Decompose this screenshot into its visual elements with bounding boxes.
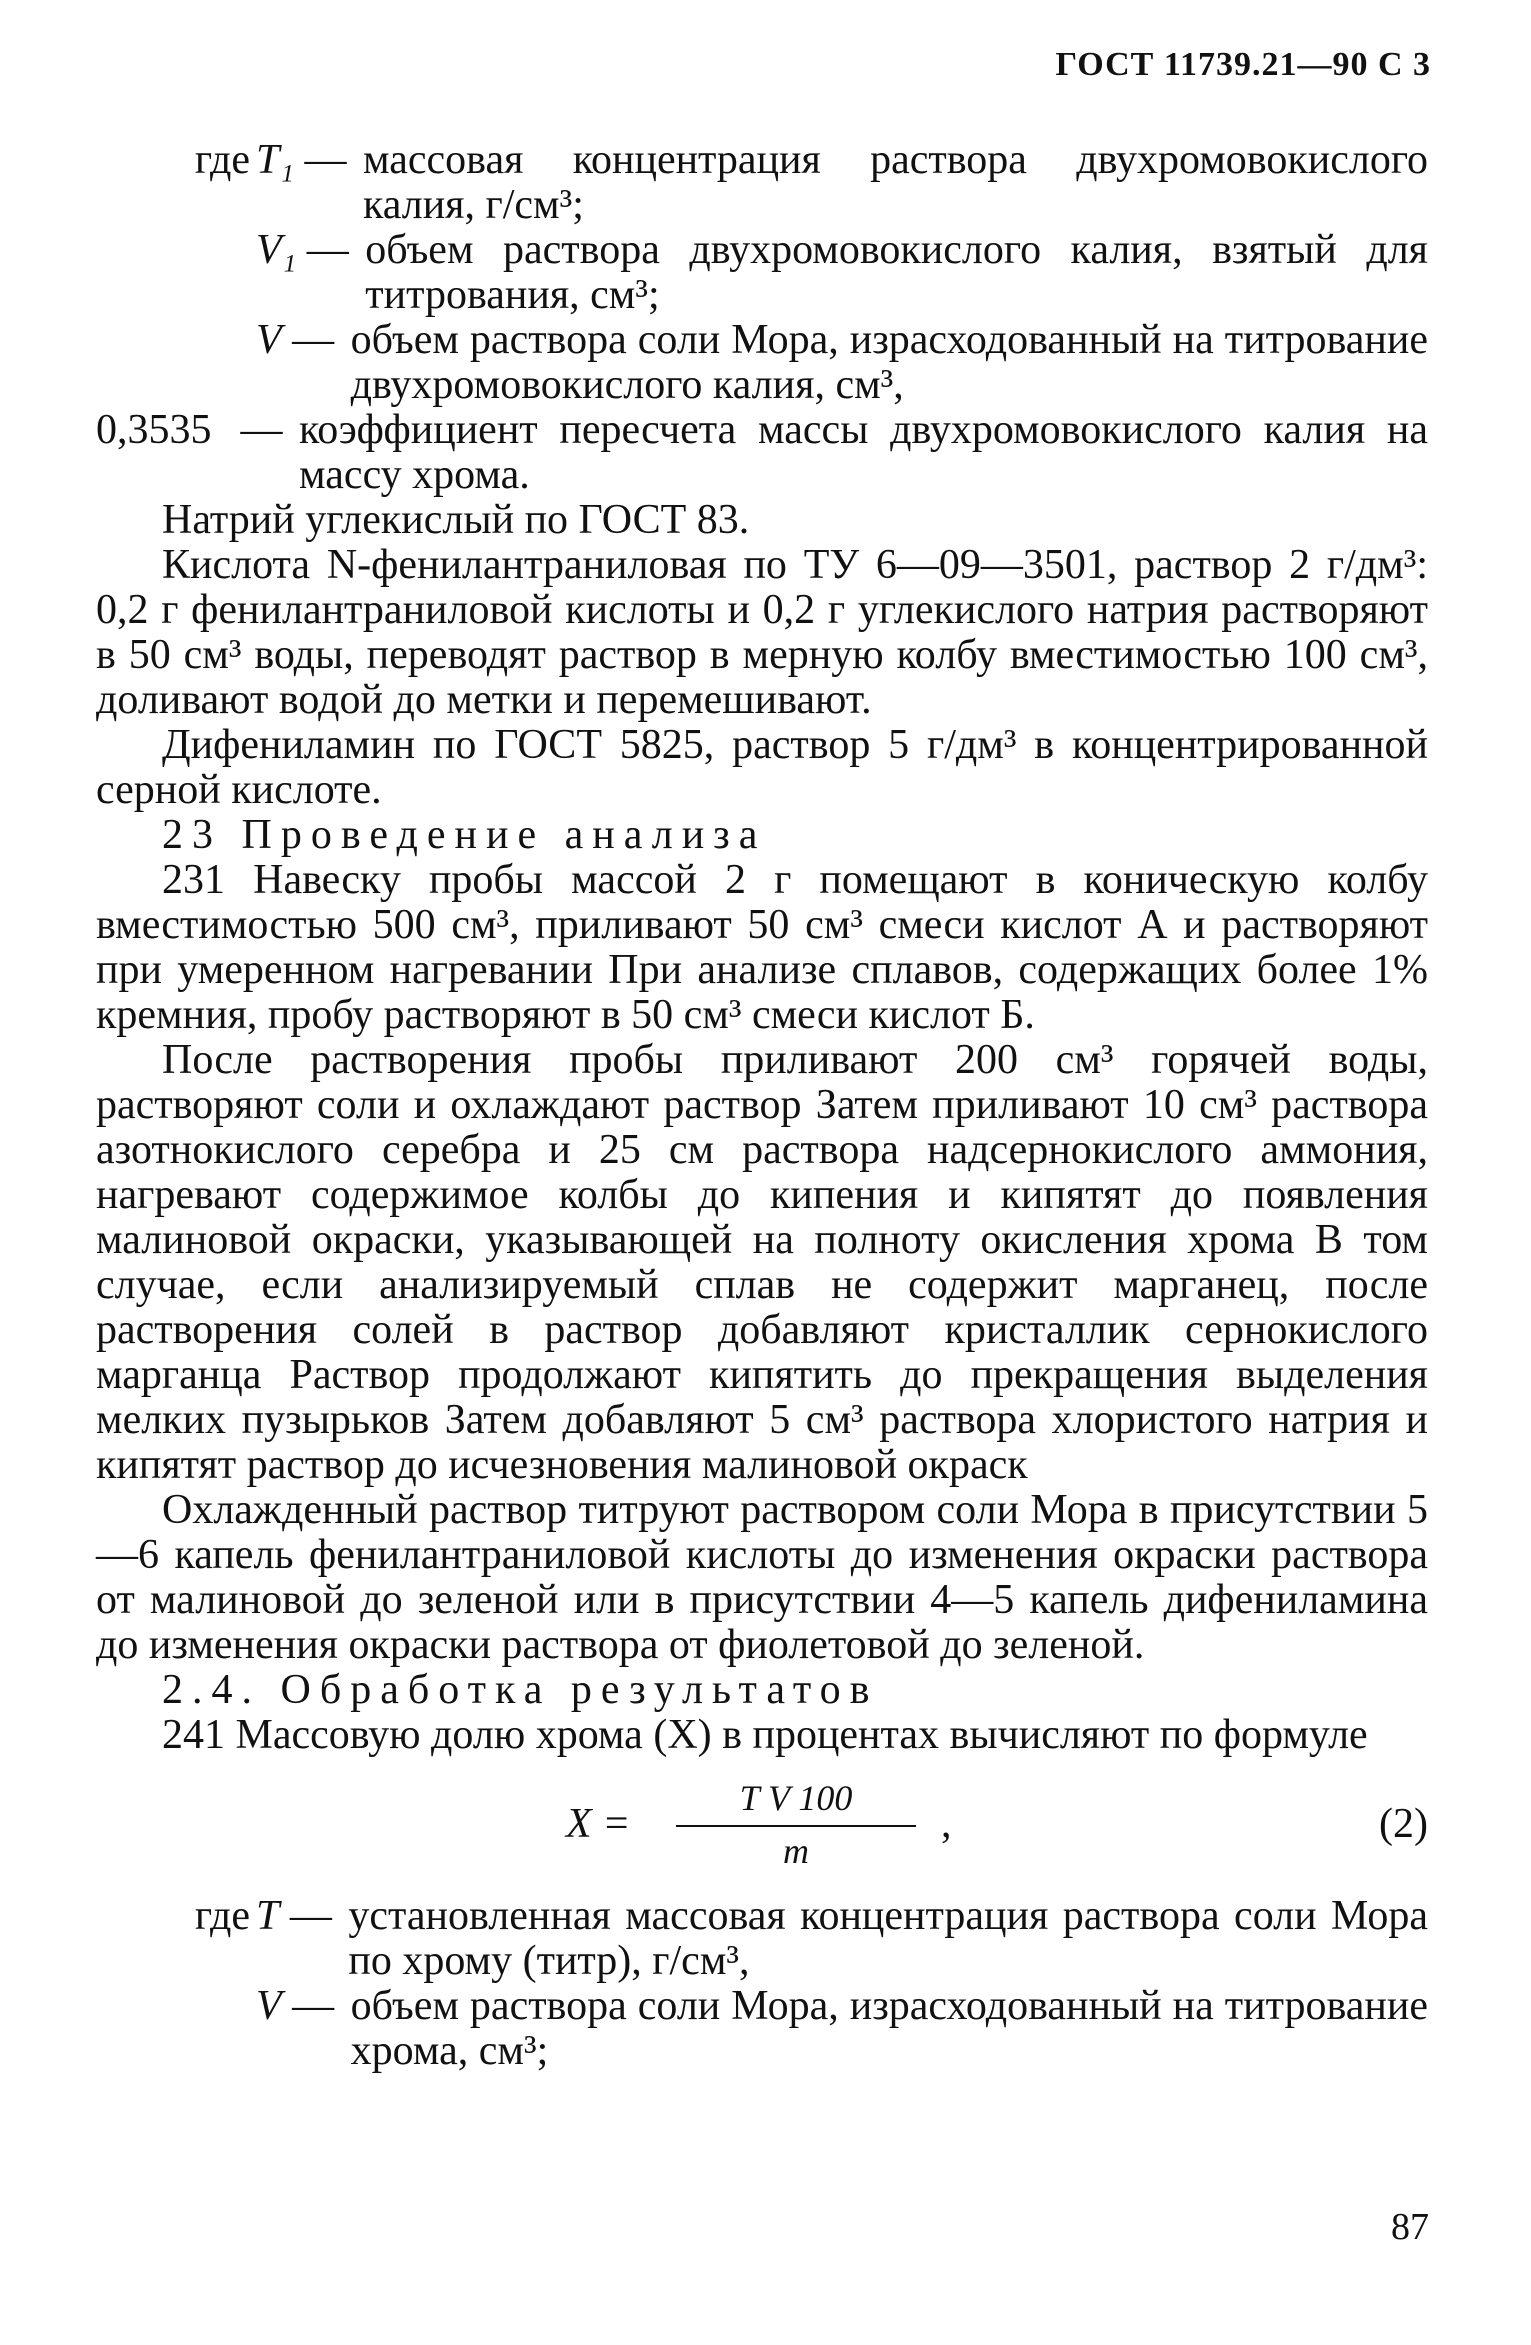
definition-symbol: T₁ (256, 137, 294, 183)
definition-row (96, 318, 1428, 408)
paragraph-231: 231 Навеску пробы массой 2 г помещают в коническую колбу вместимостью 500 см³, приливают 50 см³ смеси кислот А и растворяют при умеренном нагревании При анализе сплавов, содержащих более 1% кремния, пробу растворяют в 50 см³ смеси кислот Б. (96, 857, 1428, 1038)
formula-2 (96, 1770, 1428, 1890)
definition-lead (96, 318, 250, 408)
definition-text: установленная массовая концентрация раствора соли Мора по хрому (титр), г/см³, (348, 1893, 1428, 1984)
definition-lead: 0,3535 (96, 407, 212, 453)
paragraph-titration: Охлажденный раствор титруют раствором соли Мора в присутствии 5—6 капель фенилантраниловой кислоты до изменения окраски раствора от малиновой до зеленой или в присутствии 4—5 капель дифениламина до изменения окраски раствора от фиолетовой до зеленой. (96, 1487, 1428, 1668)
definition-row (96, 408, 1428, 498)
definition-lead: где (194, 137, 250, 183)
definition-row (96, 138, 1428, 228)
definition-dash: — (293, 137, 357, 183)
paragraph-dissolution: После растворения пробы приливают 200 см³ горячей воды, растворяют соли и охлаждают раствор Затем приливают 10 см³ раствора азотнокислого серебра и 25 см раствора надсернокислого аммония, нагревают содержимое колбы до кипения и кипятят до появления малиновой окраски, указывающей на полноту окисления хрома В том случае, если анализируемый сплав не содержит марганец, после растворения солей в раствор добавляют кристаллик сернокислого марганца Раствор продолжают кипятить до прекращения выделения мелких пузырьков Затем добавляют 5 см³ раствора хлористого натрия и кипятят раствор до исчезновения малиновой окраск (96, 1037, 1428, 1488)
definition-lead (96, 228, 250, 318)
definition-symbol: V₁ (256, 227, 297, 273)
section-heading-results: 2.4. Обработка результатов (162, 1667, 879, 1713)
paragraph-phenylanthranilic-acid: Кислота N-фенилантраниловая по ТУ 6—09—3501, раствор 2 г/дм³: 0,2 г фенилантраниловой кислоты и 0,2 г углекислого натрия растворяют в 50 см³ воды, переводят раствор в мерную колбу вместимостью 100 см³, доливают водой до метки и перемешивают. (96, 542, 1428, 723)
formula-lhs: X = (566, 1801, 631, 1847)
definition-dash: — (281, 317, 345, 363)
definition-text: массовая концентрация раствора двухромовокислого калия, г/см³; (362, 137, 1428, 228)
formula-fraction (676, 1776, 916, 1874)
definition-text: объем раствора соли Мора, израсходованный на титрование двухромовокислого калия, см³, (350, 317, 1428, 408)
formula-comma: , (941, 1801, 952, 1847)
definition-dash: — (279, 1893, 343, 1939)
document-body (96, 138, 1428, 2074)
paragraph-sodium-carbonate: Натрий углекислый по ГОСТ 83. (162, 497, 750, 543)
definition-lead (96, 1984, 250, 2074)
page-header: ГОСТ 11739.21—90 С 3 (1055, 46, 1431, 83)
formula-denominator: m (783, 1831, 809, 1871)
formula-number: (2) (1379, 1801, 1428, 1847)
definition-text: коэффициент пересчета массы двухромовокислого калия на массу хрома. (299, 407, 1428, 498)
definition-lead: где (194, 1893, 250, 1939)
paragraph-diphenylamine: Дифениламин по ГОСТ 5825, раствор 5 г/дм³ в концентрированной серной кислоте. (96, 722, 1428, 813)
definition-row (96, 1894, 1428, 1984)
definition-symbol: V (256, 317, 282, 363)
definition-row (96, 1984, 1428, 2074)
definition-row (96, 228, 1428, 318)
section-heading-analysis: 23 Проведение анализа (162, 812, 767, 858)
formula-numerator: T V 100 (676, 1776, 916, 1827)
definition-symbol: V (256, 1983, 282, 2029)
definition-dash: — (281, 1983, 345, 2029)
page-number: 87 (1391, 2206, 1429, 2248)
definition-dash: — (230, 407, 293, 453)
definition-text: объем раствора двухромовокислого калия, взятый для титрования, см³; (365, 227, 1428, 318)
definition-dash: — (296, 227, 360, 273)
paragraph-241: 241 Массовую долю хрома (X) в процентах вычисляют по формуле (162, 1712, 1368, 1758)
definition-text: объем раствора соли Мора, израсходованный на титрование хрома, см³; (350, 1983, 1428, 2074)
definition-symbol: T (256, 1893, 280, 1939)
